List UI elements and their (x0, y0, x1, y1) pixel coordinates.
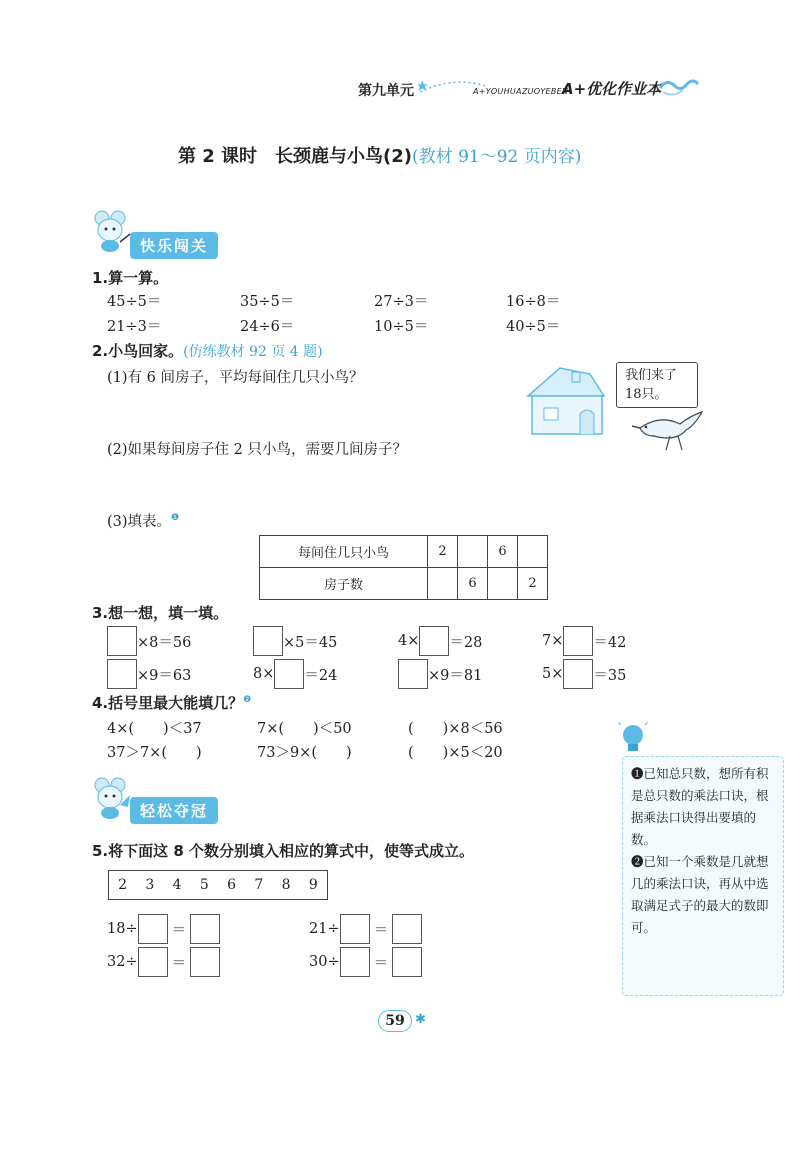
lesson-title-main: 第 2 课时 长颈鹿与小鸟(2) (178, 146, 413, 167)
q5-dividend: 32÷ (107, 954, 138, 970)
q5-title: 5.将下面这 8 个数分别填入相应的算式中，使等式成立。 (92, 842, 475, 860)
q1-item: 45÷5＝ (107, 294, 162, 310)
table-cell[interactable] (458, 536, 488, 568)
q5-item (309, 947, 422, 977)
q2-title: 2.小鸟回家。 (92, 342, 184, 360)
q3-post: ×9＝63 (137, 667, 192, 684)
table-cell[interactable]: 2 (518, 568, 548, 600)
tip-2: ❷已知一个乘数是几就想几的乘法口诀，再从中选取满足式子的最大的数即可。 (631, 854, 769, 935)
q5-dividend: 30÷ (309, 954, 340, 970)
q1-item: 24÷6＝ (240, 319, 295, 335)
q3-post: ＝28 (449, 634, 483, 651)
birds-house-table (259, 535, 548, 600)
number-strip-row (109, 871, 327, 899)
q1-item: 35÷5＝ (240, 294, 295, 310)
speech-line-1: 我们来了 (625, 368, 678, 383)
table-label: 房子数 (260, 568, 428, 600)
equals-sign: ＝ (171, 922, 187, 939)
q1-item: 40÷5＝ (506, 319, 561, 335)
answer-box[interactable] (138, 947, 168, 977)
q1-item: 16÷8＝ (506, 294, 561, 310)
q4-item: ( )×5＜20 (408, 745, 503, 761)
equals-sign: ＝ (373, 955, 389, 972)
answer-box[interactable] (398, 659, 428, 689)
q5-item (309, 914, 422, 944)
table-cell[interactable]: 6 (488, 536, 518, 568)
unit-label: 第九单元 (358, 83, 414, 99)
q3-title: 3.想一想，填一填。 (92, 604, 229, 622)
section-badge-happy: 快乐闯关 (130, 232, 218, 259)
q1-item: 21÷3＝ (107, 319, 162, 335)
mouse-mascot-2-icon (90, 775, 132, 819)
q3-pre: 7× (542, 633, 564, 649)
q5-dividend: 21÷ (309, 921, 340, 937)
q2-part3-label: (3)填表。 (107, 514, 172, 530)
q5-item (107, 914, 220, 944)
q3-item (398, 626, 482, 656)
mouse-mascot-icon (90, 208, 132, 252)
speech-line-2: 18只。 (625, 387, 668, 402)
q4-item: 73＞9×( ) (257, 745, 352, 761)
header-pinyin: A+YOUHUAZUOYEBEN (473, 87, 569, 96)
q4-item: ( )×8＜56 (408, 721, 503, 737)
answer-box[interactable] (392, 914, 422, 944)
table-cell[interactable] (518, 536, 548, 568)
tip-marker-1-icon: ❶ (171, 513, 180, 524)
q1-item: 27÷3＝ (374, 294, 429, 310)
q3-post: ×8＝56 (137, 634, 192, 651)
q3-post: ×9＝81 (428, 667, 483, 684)
lesson-title-sub: (教材 91～92 页内容) (412, 147, 582, 167)
q5-item (107, 947, 220, 977)
strip-number: 8 (281, 877, 291, 893)
table-cell[interactable]: 2 (428, 536, 458, 568)
answer-box[interactable] (563, 659, 593, 689)
q2-note: (仿练教材 92 页 4 题) (183, 344, 323, 360)
q3-pre: 5× (542, 666, 564, 682)
q1-title: 1.算一算。 (92, 269, 169, 287)
tip-marker-2-icon: ❷ (243, 695, 252, 705)
q3-item (107, 626, 191, 656)
q3-pre: 8× (253, 666, 275, 682)
house-illustration-icon (520, 360, 610, 440)
q2-part3 (107, 510, 179, 531)
strip-number: 5 (199, 877, 209, 893)
lightbulb-icon (618, 722, 648, 756)
q3-post: ＝35 (593, 667, 627, 684)
q5-dividend: 18÷ (107, 921, 138, 937)
bird-illustration-icon (630, 406, 708, 456)
lesson-title (178, 142, 581, 168)
q4-item: 7×( )＜50 (257, 721, 352, 737)
q4-item: 4×( )＜37 (107, 721, 202, 737)
q3-item (253, 626, 337, 656)
q4-item: 37＞7×( ) (107, 745, 202, 761)
answer-box[interactable] (563, 626, 593, 656)
table-cell[interactable] (488, 568, 518, 600)
q3-item (542, 626, 626, 656)
q4-heading (92, 692, 251, 713)
q2-part1: (1)有 6 间房子，平均每间住几只小鸟？ (107, 370, 364, 386)
answer-box[interactable] (419, 626, 449, 656)
tips-panel (622, 756, 784, 996)
table-row (260, 536, 548, 568)
section-badge-easy: 轻松夺冠 (130, 797, 218, 824)
q3-pre: 4× (398, 633, 420, 649)
q3-post: ＝42 (593, 634, 627, 651)
strip-number: 2 (118, 877, 128, 893)
q2-heading (92, 340, 323, 361)
answer-box[interactable] (107, 659, 137, 689)
equals-sign: ＝ (171, 955, 187, 972)
q3-item (542, 659, 626, 689)
tip-1: ❶已知总只数，想所有积是总只数的乘法口诀，根据乘法口诀得出要填的数。 (631, 766, 769, 847)
number-strip (108, 870, 328, 900)
q3-post: ×5＝45 (283, 634, 338, 651)
answer-box[interactable] (107, 626, 137, 656)
page-number: 59 (378, 1010, 412, 1032)
q3-item (253, 659, 337, 689)
strip-number: 6 (227, 877, 237, 893)
q4-title: 4.括号里最大能填几？ (92, 694, 244, 712)
q2-part2: (2)如果每间房子住 2 只小鸟，需要几间房子？ (107, 442, 407, 458)
equals-sign: ＝ (373, 922, 389, 939)
answer-box[interactable] (190, 947, 220, 977)
header-brand: A+优化作业本 (562, 80, 662, 98)
answer-box[interactable] (340, 914, 370, 944)
q3-post: ＝24 (304, 667, 338, 684)
answer-box[interactable] (190, 914, 220, 944)
q1-item: 10÷5＝ (374, 319, 429, 335)
answer-box[interactable] (138, 914, 168, 944)
answer-box[interactable] (253, 626, 283, 656)
table-cell[interactable] (428, 568, 458, 600)
table-label: 每间住几只小鸟 (260, 536, 428, 568)
table-row (260, 568, 548, 600)
q3-item (398, 659, 482, 689)
strip-number: 3 (145, 877, 155, 893)
wave-logo-icon (655, 76, 700, 98)
answer-box[interactable] (340, 947, 370, 977)
strip-number: 7 (254, 877, 264, 893)
table-cell[interactable]: 6 (458, 568, 488, 600)
answer-box[interactable] (274, 659, 304, 689)
answer-box[interactable] (392, 947, 422, 977)
q3-item (107, 659, 191, 689)
star-icon: ✱ (415, 1012, 426, 1027)
speech-bubble (616, 362, 698, 408)
strip-number: 4 (172, 877, 182, 893)
strip-number: 9 (308, 877, 318, 893)
